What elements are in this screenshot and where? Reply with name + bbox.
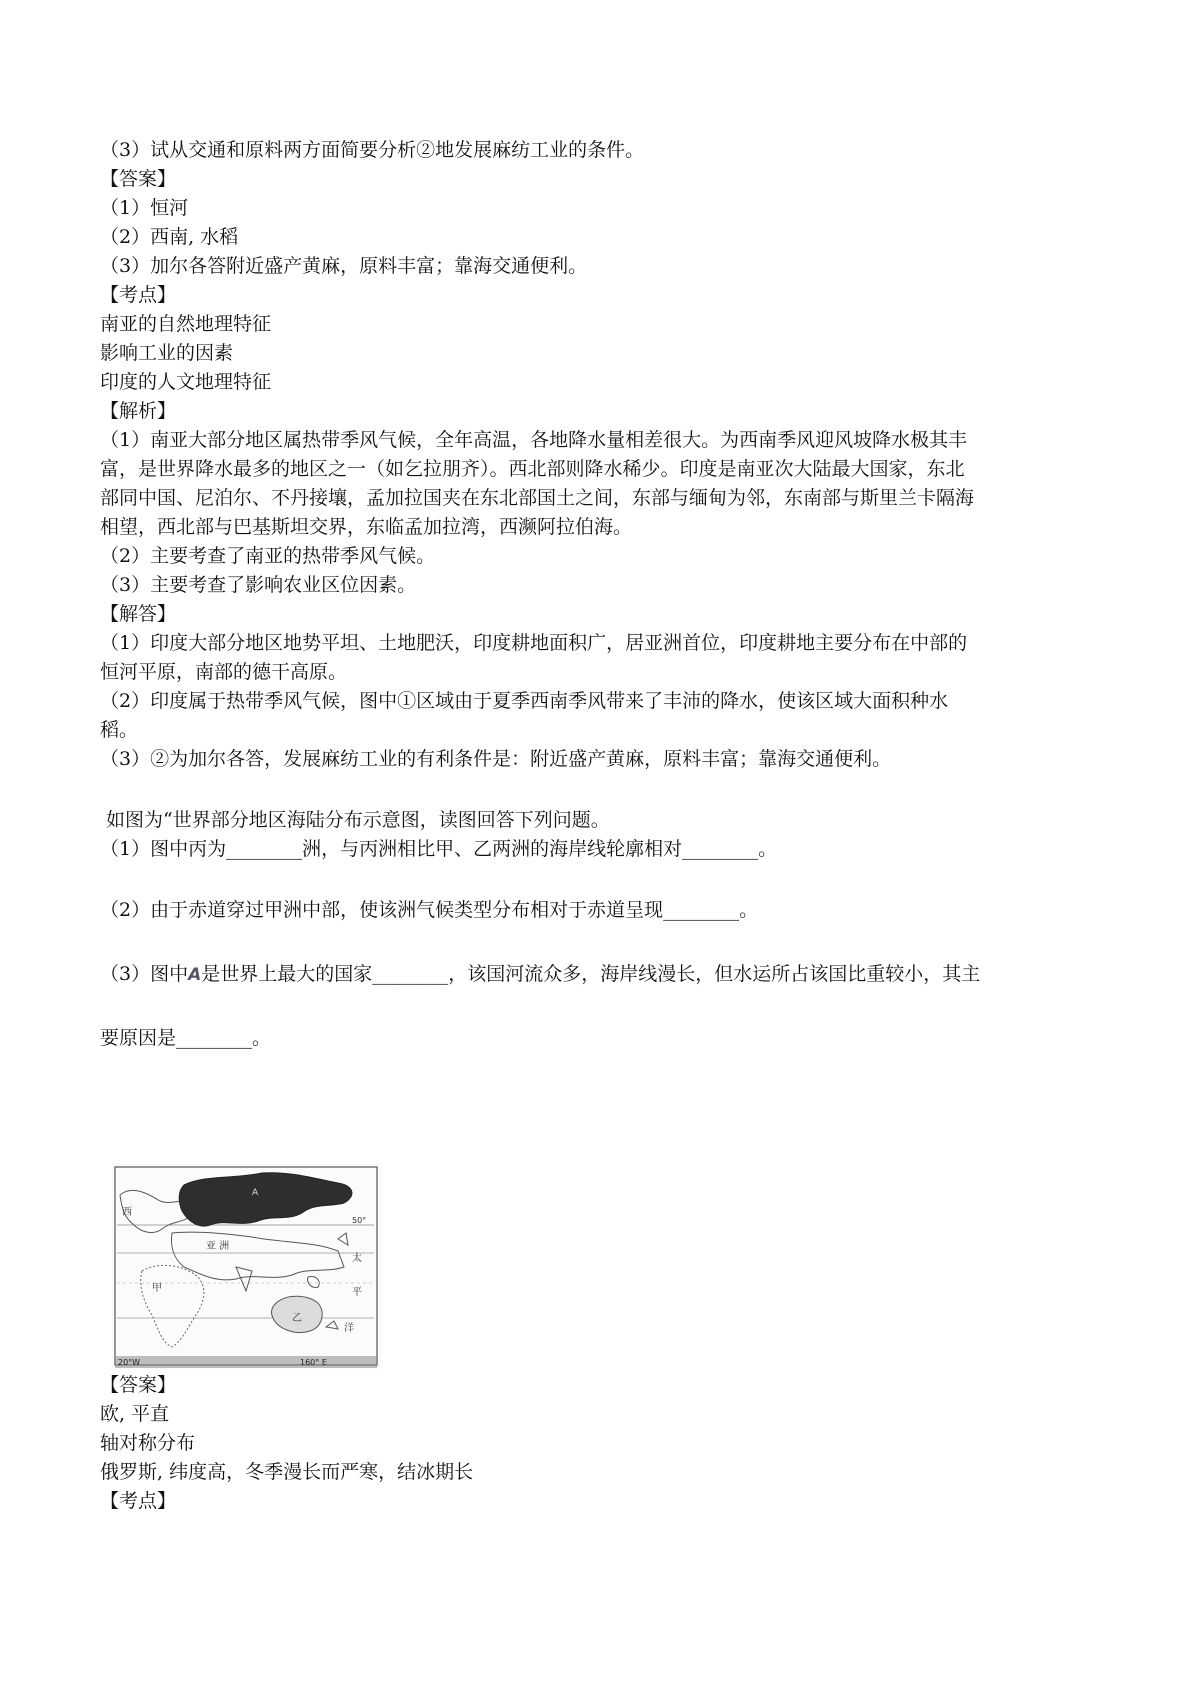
question-3: （3）试从交通和原料两方面简要分析②地发展麻纺工业的条件。 <box>100 139 645 161</box>
q3-text-after: 是世界上最大的国家________，该国河流众多，海岸线漫长，但水运所占该国比重较小，其主 <box>201 963 981 985</box>
map-label-20w: 20°W <box>118 1358 141 1367</box>
answer-line: （1）恒河 <box>100 197 189 219</box>
analysis-line: 部同中国、尼泊尔、不丹接壤，孟加拉国夹在东北部国土之间，东部与缅甸为邻，东南部与斯里兰卡隔海 <box>100 487 975 509</box>
map-label-tai: 太 <box>352 1253 362 1264</box>
map-label-50: 50° <box>352 1216 367 1225</box>
analysis-line: 相望，西北部与巴基斯坦交界，东临孟加拉湾，西濒阿拉伯海。 <box>100 516 633 538</box>
answer-line: （2）西南, 水稻 <box>100 226 239 248</box>
q3-text-before: （3）图中 <box>100 963 189 985</box>
map-label-yi: 乙 <box>292 1313 302 1324</box>
world-map <box>112 1163 382 1369</box>
map-label-ping: 平 <box>352 1287 362 1298</box>
analysis-line: （1）南亚大部分地区属热带季风气候，全年高温，各地降水量相差很大。为西南季风迎风坡降水极其丰 <box>100 429 968 451</box>
question-3-line2: 要原因是________。 <box>100 1027 272 1049</box>
map-label-asia: 亚 洲 <box>206 1241 230 1252</box>
question-3-line1 <box>100 961 980 988</box>
analysis-heading: 【解析】 <box>100 400 177 422</box>
analysis-line: （2）主要考查了南亚的热带季风气候。 <box>100 545 436 567</box>
solution-heading: 【解答】 <box>100 603 177 625</box>
answer-line-2: 欧, 平直 <box>100 1403 170 1425</box>
answer-line-2: 轴对称分布 <box>100 1432 196 1454</box>
solution-line: （1）印度大部分地区地势平坦、土地肥沃，印度耕地面积广，居亚洲首位，印度耕地主要分布在中部的 <box>100 632 968 654</box>
a-marker: A <box>188 965 202 985</box>
question-1: （1）图中丙为________洲，与丙洲相比甲、乙两洲的海岸线轮廓相对________。 <box>100 838 778 860</box>
answer-line-2: 俄罗斯, 纬度高，冬季漫长而严寒，结冰期长 <box>100 1461 474 1483</box>
topic-heading: 【考点】 <box>100 284 177 306</box>
map-label-160e: 160° E <box>300 1358 327 1367</box>
map-label-xi: 西 <box>122 1207 132 1218</box>
analysis-line: 富，是世界降水最多的地区之一（如乞拉朋齐）。西北部则降水稀少。印度是南亚次大陆最大国家，东北 <box>100 458 965 480</box>
analysis-line: （3）主要考查了影响农业区位因素。 <box>100 574 417 596</box>
topic-line: 影响工业的因素 <box>100 342 234 364</box>
solution-line: 恒河平原，南部的德干高原。 <box>100 661 348 683</box>
world-map-figure <box>112 1163 382 1369</box>
solution-line: （3）②为加尔各答，发展麻纺工业的有利条件是：附近盛产黄麻，原料丰富；靠海交通便利。 <box>100 748 892 770</box>
topic-line: 南亚的自然地理特征 <box>100 313 272 335</box>
answer-heading-2: 【答案】 <box>100 1374 177 1396</box>
topic-line: 印度的人文地理特征 <box>100 371 272 393</box>
question-2: （2）由于赤道穿过甲洲中部，使该洲气候类型分布相对于赤道呈现________。 <box>100 899 759 921</box>
question-intro: 如图为“世界部分地区海陆分布示意图，读图回答下列问题。 <box>100 809 610 831</box>
map-label-yang: 洋 <box>344 1323 354 1334</box>
answer-heading: 【答案】 <box>100 168 177 190</box>
topic-heading-2: 【考点】 <box>100 1490 177 1512</box>
answer-line: （3）加尔各答附近盛产黄麻，原料丰富；靠海交通便利。 <box>100 255 588 277</box>
map-label-a: A <box>252 1188 259 1198</box>
map-label-jia: 甲 <box>152 1283 162 1294</box>
solution-line: 稻。 <box>100 719 139 741</box>
solution-line: （2）印度属于热带季风气候，图中①区域由于夏季西南季风带来了丰沛的降水，使该区域大面积种水 <box>100 690 949 712</box>
